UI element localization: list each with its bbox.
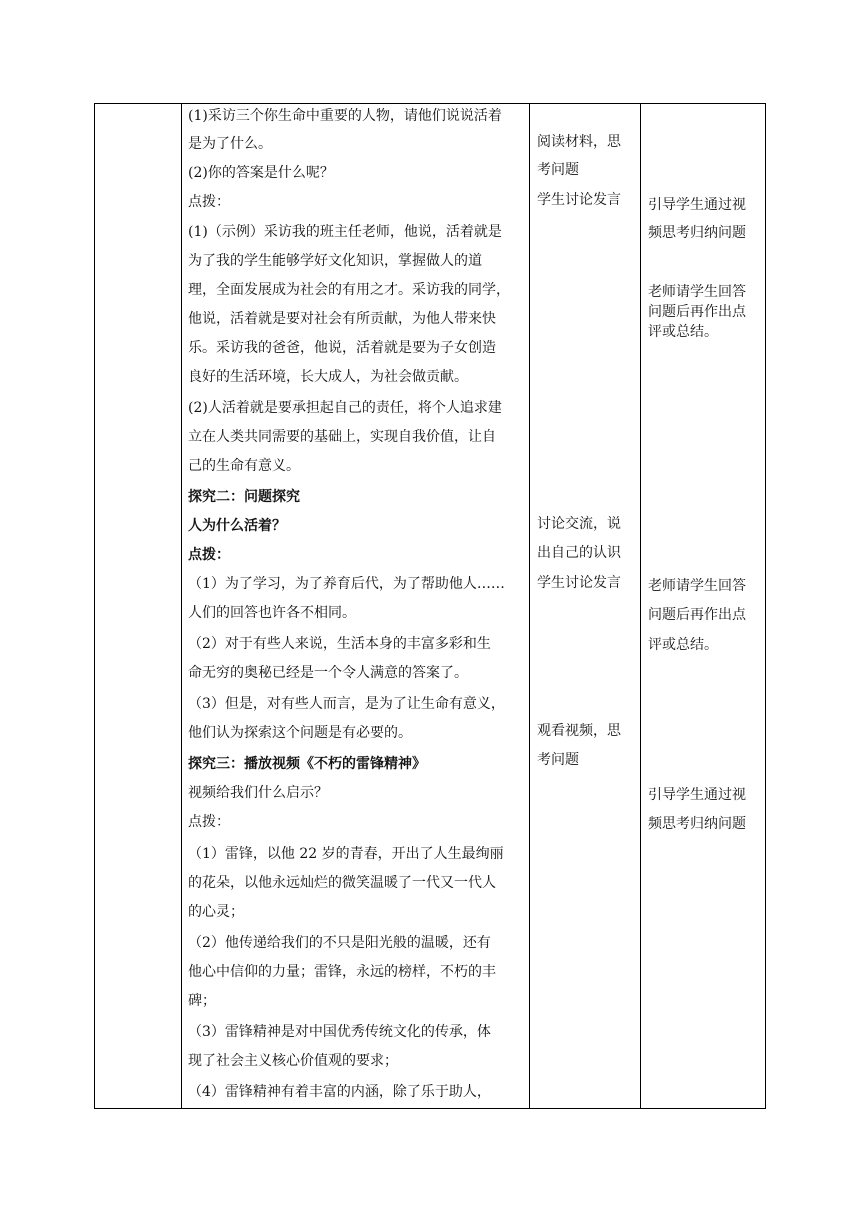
content-line: 人们的回答也许各不相同。	[188, 605, 356, 621]
hint-label: 点拨：	[188, 547, 230, 563]
design-intent-line: 评或总结。	[648, 324, 718, 340]
student-activity-line: 学生讨论发言	[537, 192, 621, 208]
content-line: 理，全面发展成为社会的有用之才。采访我的同学，	[188, 282, 510, 298]
content-line: (1)采访三个你生命中重要的人物，请他们说说活着	[188, 108, 502, 124]
design-intent-line: 频思考归纳问题	[648, 225, 746, 241]
content-line: 碑；	[188, 993, 216, 1009]
content-line: 的心灵；	[188, 904, 244, 920]
content-line: 为了我的学生能够学好文化知识，掌握做人的道	[188, 253, 482, 269]
content-line: 他心中信仰的力量；雷锋，永远的榜样，不朽的丰	[188, 964, 496, 980]
column-divider-1	[181, 104, 182, 1108]
content-line: （1）为了学习，为了养育后代，为了帮助他人……	[188, 576, 505, 592]
design-intent-line: 引导学生通过视	[648, 197, 746, 213]
section-heading: 探究二：问题探究	[188, 489, 300, 505]
content-line: 的花朵，以他永远灿烂的微笑温暖了一代又一代人	[188, 875, 496, 891]
content-line: （1）雷锋，以他 22 岁的青春，开出了人生最绚丽	[188, 846, 504, 862]
question-heading: 人为什么活着？	[188, 518, 286, 534]
student-activity-line: 讨论交流，说	[537, 516, 621, 532]
content-line: 他们认为探索这个问题是有必要的。	[188, 725, 412, 741]
content-line: （4）雷锋精神有着丰富的内涵，除了乐于助人，	[188, 1084, 491, 1100]
content-line: 视频给我们什么启示？	[188, 785, 328, 801]
content-line: (1)（示例）采访我的班主任老师，他说，活着就是	[188, 224, 502, 240]
content-line: 现了社会主义核心价值观的要求；	[188, 1053, 398, 1069]
student-activity-line: 阅读材料，思	[537, 134, 621, 150]
design-intent-line: 引导学生通过视	[648, 787, 746, 803]
content-line: （3）雷锋精神是对中国优秀传统文化的传承，体	[188, 1024, 491, 1040]
student-activity-line: 考问题	[537, 752, 579, 768]
design-intent-line: 评或总结。	[648, 637, 718, 653]
student-activity-line: 考问题	[537, 162, 579, 178]
design-intent-line: 频思考归纳问题	[648, 816, 746, 832]
student-activity-line: 出自己的认识	[537, 545, 621, 561]
design-intent-line: 老师请学生回答	[648, 284, 746, 300]
content-line: 立在人类共同需要的基础上，实现自我价值，让自	[188, 429, 496, 445]
column-divider-3	[640, 104, 641, 1108]
content-line: 点拨：	[188, 194, 230, 210]
content-line: (2)你的答案是什么呢？	[188, 165, 334, 181]
content-line: (2)人活着就是要承担起自己的责任，将个人追求建	[188, 400, 502, 416]
content-line: 乐。采访我的爸爸，他说，活着就是要为子女创造	[188, 340, 496, 356]
lesson-table	[94, 103, 766, 1109]
column-divider-2	[529, 104, 530, 1108]
content-line: 他说，活着就是要对社会有所贡献，为他人带来快	[188, 311, 496, 327]
content-line: （2）对于有些人来说，生活本身的丰富多彩和生	[188, 636, 491, 652]
content-line: 点拨：	[188, 814, 230, 830]
design-intent-line: 问题后再作出点	[648, 607, 746, 623]
design-intent-line: 问题后再作出点	[648, 304, 746, 320]
content-line: 良好的生活环境，长大成人，为社会做贡献。	[188, 369, 468, 385]
student-activity-line: 学生讨论发言	[537, 575, 621, 591]
content-line: 命无穷的奥秘已经是一个令人满意的答案了。	[188, 665, 468, 681]
content-line: 是为了什么。	[188, 136, 272, 152]
content-line: 己的生命有意义。	[188, 458, 300, 474]
content-line: （3）但是，对有些人而言，是为了让生命有意义，	[188, 696, 505, 712]
section-heading: 探究三：播放视频《不朽的雷锋精神》	[188, 756, 426, 772]
design-intent-line: 老师请学生回答	[648, 578, 746, 594]
content-line: （2）他传递给我们的不只是阳光般的温暖，还有	[188, 935, 491, 951]
student-activity-line: 观看视频，思	[537, 723, 621, 739]
